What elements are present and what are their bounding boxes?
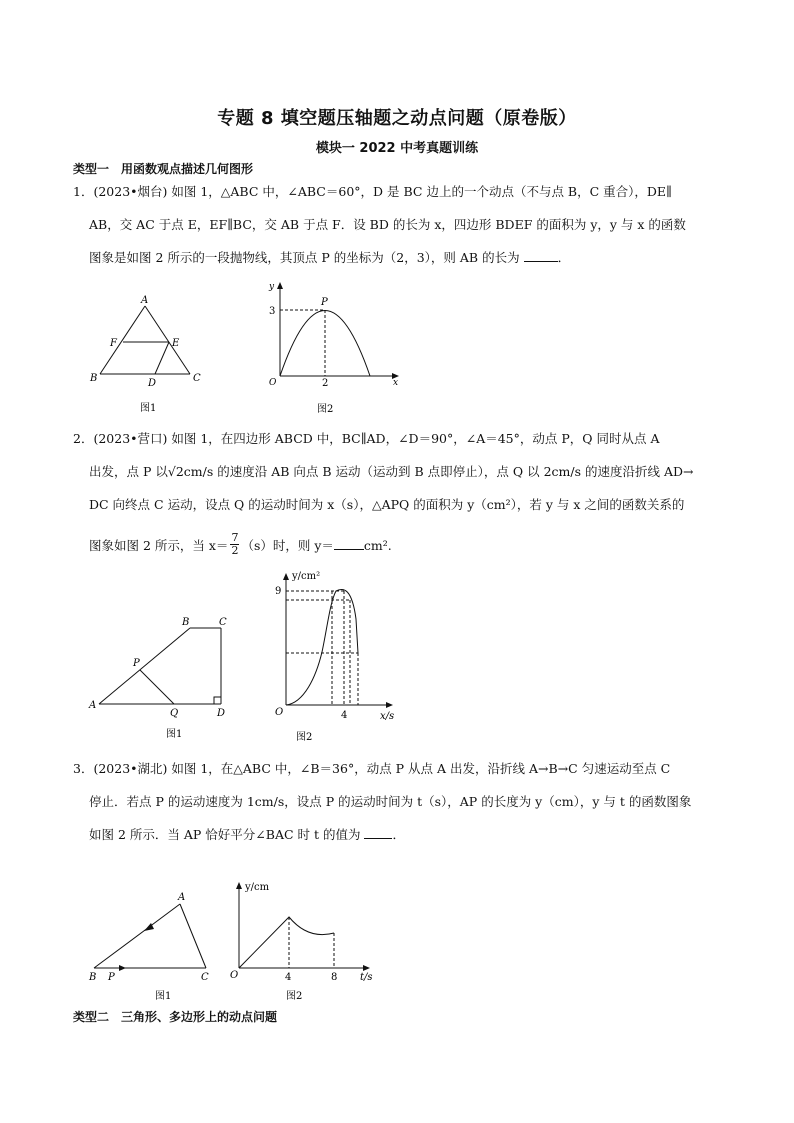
q3-fig2-caption: 图2: [286, 991, 303, 1002]
q2-figure2: [264, 567, 409, 747]
q2-figure1: [84, 610, 244, 745]
q1-fig1-label-e: E: [172, 338, 180, 349]
q3-line3-text: 如图 2 所示．当 AP 恰好平分∠BAC 时 t 的值为: [89, 827, 361, 842]
q3-figure1: [84, 888, 224, 1006]
q3-fig1-side-ac: [180, 904, 206, 968]
q3-fig2-y-arrow: [236, 882, 242, 889]
q3-fig1-caption: 图1: [155, 991, 172, 1002]
q1-figure2: [255, 278, 405, 418]
q2-fig1-right-angle: [214, 697, 221, 704]
q1-fig1-label-d: D: [148, 378, 157, 389]
q3-fig2-curve: [239, 917, 334, 968]
section-type2-heading: 类型二 三角形、多边形上的动点问题: [73, 1010, 278, 1024]
q3-fig2-x-label: t/s: [360, 972, 373, 983]
q2-line1: 2．(2023•营口) 如图 1，在四边形 ABCD 中，BC∥AD，∠D＝90°，∠A＝45°，动点 P，Q 同时从点 A: [73, 431, 660, 446]
q1-fig1-label-b: B: [90, 373, 98, 384]
q2-fig1-label-b: B: [182, 617, 190, 628]
section-type1-heading: 类型一 用函数观点描述几何图形: [73, 162, 254, 176]
q2-fig2-y-arrow: [283, 573, 289, 580]
q2-fraction: [230, 532, 239, 557]
q3-fig1-arrow-bc: [119, 965, 126, 971]
page-title: 专题 8 填空题压轴题之动点问题（原卷版）: [217, 108, 577, 129]
q2-fig1-label-c: C: [219, 617, 227, 628]
q2-line4b: （s）时，则 y＝: [241, 538, 334, 553]
q2-line4c: cm².: [363, 538, 392, 553]
q2-fig1-label-a: A: [89, 700, 97, 711]
q2-fig1-label-q: Q: [170, 708, 179, 719]
q3-fig2-label-o: O: [230, 970, 239, 981]
q2-line2a: 出发，点 P 以: [89, 464, 168, 479]
q1-fig1-side-ab: [100, 306, 145, 374]
q3-line3: [89, 827, 739, 843]
q1-fig2-label-p: P: [321, 297, 328, 308]
q2-fig1-caption: 图1: [166, 729, 183, 740]
q2-fig1-segment-pq: [140, 670, 174, 704]
q1-fig1-label-a: A: [141, 295, 149, 306]
q1-line1: 1．(2023•烟台) 如图 1，△ABC 中，∠ABC＝60°，D 是 BC 边上的一个动点（不与点 B，C 重合），DE∥: [73, 184, 672, 199]
q3-fig1-label-p: P: [108, 972, 115, 983]
q2-line4a: 图象如图 2 所示，当 x＝: [89, 538, 229, 553]
q1-fig1-caption: 图1: [140, 403, 157, 414]
q1-fig1-side-ac: [145, 306, 190, 374]
q1-fig2-label-2: 2: [322, 378, 329, 389]
q2-answer-blank[interactable]: [334, 538, 364, 550]
q1-fig2-caption: 图2: [317, 404, 334, 415]
q1-line3-text: 图象是如图 2 所示的一段抛物线，其顶点 P 的坐标为（2，3），则 AB 的长为: [89, 250, 520, 265]
q3-fig2-y-label: y/cm: [245, 882, 270, 893]
q1-fig2-label-x: x: [393, 378, 399, 388]
q2-fig2-label-4: 4: [341, 710, 348, 721]
q1-fig1-segment-de: [155, 342, 169, 374]
q3-answer-blank[interactable]: [364, 827, 392, 839]
q2-line4: [89, 531, 739, 559]
q1-fig2-y-arrow: [277, 282, 283, 289]
module-subtitle: 模块一 2022 中考真题训练: [315, 141, 479, 156]
q2-fig1-label-d: D: [217, 708, 226, 719]
q2-line2b: cm/s 的速度沿 AB 向点 B 运动（运动到 B 点即停止），点 Q 以 2cm/s 的速度沿折线 AD→: [183, 464, 694, 479]
q1-fig2-label-y: y: [269, 282, 275, 292]
q3-fig1-side-ab: [94, 904, 180, 968]
q3-line1: 3．(2023•湖北) 如图 1，在△ABC 中，∠B＝36°，动点 P 从点 A 出发，沿折线 A→B→C 匀速运动至点 C: [73, 761, 671, 776]
q1-figure1: [84, 290, 214, 415]
q2-fig2-x-arrow: [386, 702, 393, 708]
q2-fig2-curve: [286, 589, 358, 705]
q2-fig2-y-label: y/cm²: [292, 571, 321, 582]
q2-sqrt2: √2: [167, 464, 184, 479]
q2-line2: [89, 464, 739, 480]
q2-fig2-x-label: x/s: [380, 711, 395, 722]
q2-fig1-label-p: P: [133, 658, 140, 669]
q3-line3-end: ．: [392, 827, 405, 842]
q2-fig2-label-9: 9: [275, 586, 282, 597]
q2-frac-den: 2: [231, 544, 239, 557]
q1-fig2-label-o: O: [269, 378, 277, 388]
q2-fig2-caption: 图2: [296, 732, 313, 743]
q2-line3: DC 向终点 C 运动，设点 Q 的运动时间为 x（s），△APQ 的面积为 y（cm²），若 y 与 x 之间的函数关系的: [89, 497, 685, 512]
q2-frac-num: 7: [231, 531, 239, 544]
q1-line2: AB，交 AC 于点 E，EF∥BC，交 AB 于点 F．设 BD 的长为 x，四边形 BDEF 的面积为 y，y 与 x 的函数: [89, 217, 686, 232]
q1-answer-blank[interactable]: [524, 250, 558, 262]
q3-fig1-label-a: A: [178, 892, 186, 903]
q2-fig1-side-ab: [99, 628, 190, 704]
q1-line3: [89, 250, 739, 266]
q3-fig1-label-b: B: [89, 972, 97, 983]
q3-fig2-label-8: 8: [331, 972, 338, 983]
q3-line2: 停止．若点 P 的运动速度为 1cm/s，设点 P 的运动时间为 t（s），AP 的长度为 y（cm），y 与 t 的函数图象: [89, 794, 692, 809]
q3-fig2-label-4: 4: [285, 972, 292, 983]
q3-fig2-x-arrow: [363, 965, 370, 971]
q1-fig1-label-f: F: [110, 338, 117, 349]
q1-fig2-label-3: 3: [269, 306, 276, 317]
q3-figure2: [228, 876, 378, 1006]
q2-fig2-label-o: O: [275, 707, 284, 718]
q3-fig1-label-c: C: [201, 972, 209, 983]
q1-fig1-label-c: C: [193, 373, 201, 384]
q1-line3-end: ．: [557, 250, 571, 265]
